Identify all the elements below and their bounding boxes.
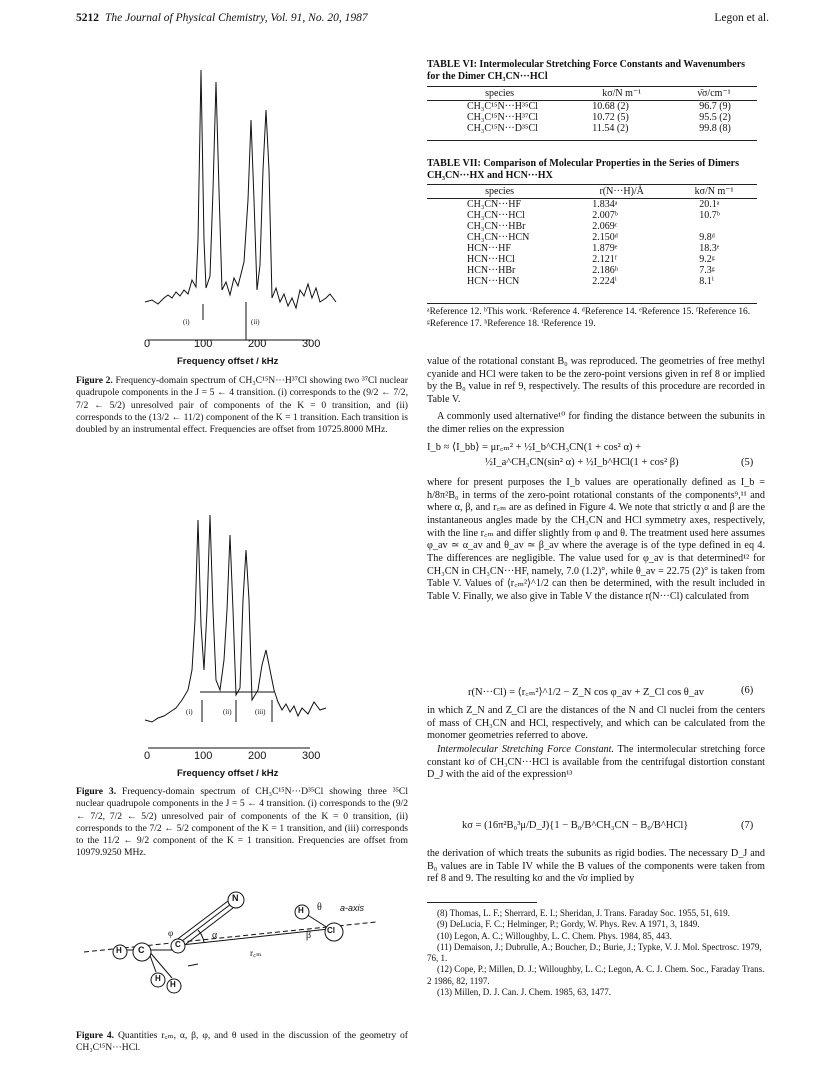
table-cell: 2.069ᶜ — [592, 221, 618, 232]
equation-5-number: (5) — [741, 457, 754, 468]
table-6-header-k: kσ/N m⁻¹ — [572, 87, 671, 101]
table-6 — [427, 87, 757, 134]
body-paragraph-5-text: The intermolecular stretching force constant kσ of CH₃CN···HCl is available from the centrifugal distortion constant D_J with the aid of the expression¹³ — [427, 744, 765, 781]
fig4-label-beta: β — [306, 930, 312, 941]
running-header — [76, 12, 769, 28]
table-cell: HCN···HF — [467, 243, 511, 254]
reference-item: (9) DeLucia, F. C.; Helminger, P.; Gordy, W. Phys. Rev. A 1971, 3, 1849. — [437, 919, 700, 930]
table-cell: 2.007ᵇ — [592, 210, 618, 221]
fig3-tick-300: 300 — [302, 750, 321, 762]
header-left — [76, 12, 368, 24]
table-row — [427, 123, 757, 134]
fig2-tick-200: 200 — [248, 338, 267, 350]
fig2-caption-label: Figure 2. — [76, 375, 113, 386]
table-cell: CH₃CN···HF — [467, 199, 522, 210]
fig2-xlabel: Frequency offset / kHz — [177, 356, 279, 367]
table-cell: 7.3ᵍ — [699, 265, 715, 276]
fig4-rcm-arrow-left — [188, 964, 198, 966]
table-row — [427, 232, 757, 243]
references — [427, 908, 765, 998]
equation-7-number: (7) — [741, 820, 754, 831]
references-divider — [427, 902, 537, 903]
fig2-tick-0: 0 — [144, 338, 151, 350]
table-cell: CH₃CN···HCN — [467, 232, 530, 243]
table-cell: CH₃CN···HBr — [467, 221, 526, 232]
fig3-marker-iii: (iii) — [255, 708, 266, 716]
fig4-atom-H3: H — [170, 980, 176, 989]
body-paragraph-6: the derivation of which treats the subunits as rigid bodies. The necessary D_J and B₀ values are in Table IV while the B values of the components were taken from ref 8 and 9. The resulting kσ and the ν̄σ implied by — [427, 848, 765, 885]
table-6-title: TABLE VI: Intermolecular Stretching Force Constants and Wavenumbers for the Dimer CH₃CN···HCl — [427, 59, 746, 82]
table-cell: 95.5 (2) — [699, 112, 731, 123]
table-cell: HCN···HCl — [467, 254, 515, 265]
fig2-trace — [145, 70, 336, 308]
figure-3-caption — [76, 786, 408, 860]
table-row — [427, 276, 757, 287]
table-7-header-k: kσ/N m⁻¹ — [671, 185, 757, 199]
body-paragraph-1: value of the rotational constant B₀ was reproduced. The geometries of free methyl cyanide and HCl were taken to be the zero-point versions given in ref 8 or implied by the B₀ value in ref 9, respectively. The results of this procedure are recorded in Table V. — [427, 356, 765, 405]
table-cell: 10.72 (5) — [592, 112, 629, 123]
table-6-bottom-rule — [427, 140, 757, 141]
table-row — [427, 199, 757, 211]
fig3-trace — [145, 515, 326, 722]
table-7-header-r: r(N···H)/Å — [572, 185, 671, 199]
table-cell: 8.1ⁱ — [699, 276, 714, 287]
reference-item: (12) Cope, P.; Millen, D. J.; Willoughby, L. C.; Legon, A. C. J. Chem. Soc., Faraday Trans. 2 1986, 82, 1197. — [427, 964, 765, 986]
table-cell: 9.8ᵈ — [699, 232, 715, 243]
equation-5-line-1: I_b ≈ ⟨I_bb⟩ = μr꜀ₘ² + ½I_b^CH₃CN(1 + cos² α) + — [427, 442, 642, 453]
table-row — [427, 210, 757, 221]
table-row — [427, 101, 757, 113]
table-row — [427, 112, 757, 123]
table-cell: HCN···HCN — [467, 276, 520, 287]
table-cell — [671, 221, 757, 232]
fig3-xlabel: Frequency offset / kHz — [177, 768, 279, 779]
table-7 — [427, 185, 757, 287]
fig4-atom-H1: H — [116, 946, 122, 955]
table-cell: 10.68 (2) — [592, 101, 629, 112]
body-paragraph-3: where for present purposes the I_b values are operationally defined as I_b = h/8π²B₀ in terms of the zero-point rotational constants of the components⁹,¹¹ and where α, β, and r꜀ₘ are as defined in Figure 4. We note that strictly α and β are the instantaneous angles made by the CH₃CN and HCl symmetry axes, respectively, with the line r꜀ₘ and differ slightly from φ and θ. The treatment used here assumes φ_av ≃ α_av and θ_av ≃ β_av where the average is of the type defined in eq 4. The differences are negligible. The value used for φ_av is that determined¹² for CH₃CN in CH₃CN···HF, namely, 7.0 (1.2)°, while θ_av = 22.75 (2)° is taken from Table V. Values of ⟨r꜀ₘ²⟩^1/2 can then be determined, with the result included in Table V. Finally, we also give in Table V the distance r(N···Cl) calculated from — [427, 477, 765, 602]
fig3-marker-ii: (ii) — [223, 708, 232, 716]
table-cell: 96.7 (9) — [699, 101, 731, 112]
table-6-header-species: species — [427, 87, 572, 101]
equation-6: r(N···Cl) = ⟨r꜀ₘ²⟩^1/2 − Z_N cos φ_av + Z_Cl cos θ_av — [468, 687, 704, 698]
fig4-label-theta: θ — [317, 902, 322, 913]
fig4-label-phi: φ — [168, 928, 174, 938]
fig3-tick-0: 0 — [144, 750, 151, 762]
fig2-tick-300: 300 — [302, 338, 321, 350]
table-7-bottom-rule — [427, 303, 757, 304]
table-cell: CH₃C¹⁵N···D³⁵Cl — [467, 123, 538, 134]
journal-name: The Journal of Physical Chemistry, Vol. 91, No. 20, 1987 — [105, 12, 368, 24]
table-7-header-species: species — [427, 185, 572, 199]
fig2-marker-ii: (ii) — [251, 318, 260, 326]
fig4-H-Cl-bond — [306, 914, 328, 928]
table-7-title: TABLE VII: Comparison of Molecular Properties in the Series of Dimers CH₃CN···HX and HCN···HX — [427, 158, 740, 181]
fig4-label-axis: a-axis — [340, 903, 365, 913]
table-cell: 2.150ᵈ — [592, 232, 618, 243]
fig4-atom-C1: C — [175, 940, 181, 949]
fig2-tick-100: 100 — [194, 338, 213, 350]
reference-item: (11) Demaison, J.; Dubrulle, A.; Boucher, D.; Burie, J.; Typke, V. J. Mol. Spectrosc. 1979, 76, 1. — [427, 941, 762, 964]
body-paragraph-5 — [427, 744, 765, 782]
equation-7: kσ = (16π²B₀³μ/D_J){1 − B₀/B^CH₃CN − B₀/B^HCl} — [462, 820, 689, 831]
fig4-caption-text: Quantities r꜀ₘ, α, β, φ, and θ used in the discussion of the geometry of CH₃C¹⁵N···HCl. — [76, 1030, 408, 1054]
fig3-tick-200: 200 — [248, 750, 267, 762]
table-cell: 2.186ʰ — [592, 265, 618, 276]
table-row — [427, 87, 757, 101]
fig3-marker-i: (i) — [186, 708, 193, 716]
fig4-atom-Cl: Cl — [327, 926, 335, 935]
fig4-caption-label: Figure 4. — [76, 1030, 115, 1041]
table-cell: 1.879ᵉ — [592, 243, 618, 254]
table-row — [427, 221, 757, 232]
header-authors: Legon et al. — [714, 12, 769, 24]
fig4-atom-N: N — [232, 893, 239, 903]
table-cell: 20.1ᵃ — [699, 199, 720, 210]
table-row — [427, 185, 757, 199]
page-number: 5212 — [76, 12, 99, 24]
figure-4-caption — [76, 1030, 408, 1055]
fig4-rcm-line — [172, 928, 338, 946]
body-paragraph-4: in which Z_N and Z_Cl are the distances of the N and Cl nuclei from the centers of mass of CH₃CN and HCl, respectively, and which can be calculated from the monomer geometries referred to above. — [427, 705, 765, 742]
reference-item: (13) Millen, D. J. Can. J. Chem. 1985, 63, 1477. — [437, 987, 611, 998]
body-paragraph-2: A commonly used alternative¹⁰ for finding the distance between the subunits in the dimer relies on the expression — [427, 411, 765, 435]
fig4-label-rcm: r꜀ₘ — [250, 948, 262, 958]
table-row — [427, 265, 757, 276]
equation-6-number: (6) — [741, 685, 754, 696]
fig4-atom-C2: C — [138, 945, 145, 955]
fig3-caption-text: Frequency-domain spectrum of CH₃C¹⁵N···D³⁵Cl showing three ³⁵Cl nuclear quadrupole components in the J = 5 ← 4 transition. (i) corresponds to the (9/2 ← 7/2, 7/2 ← 5/2) unresolved pair of components of the K = 0 transition, (ii) corresponds to the 7/2 ← 5/2 component of the K = 1 transition, and (iii) corresponds to the 11/2 ← 9/2 component of the K = 1 transition. Frequencies are offset from 10979.9250 MHz. — [76, 786, 408, 859]
table-7-footnotes: ᵃReference 12. ᵇThis work. ᶜReference 4. ᵈReference 14. ᵉReference 15. ᶠReference 16. ᵍReference 17. ʰReference 18. ⁱReference 19. — [427, 307, 751, 329]
fig3-tick-100: 100 — [194, 750, 213, 762]
table-cell: 18.3ᵉ — [699, 243, 720, 254]
fig4-atom-H2: H — [155, 974, 161, 983]
reference-item: (8) Thomas, L. F.; Sherrard, E. I.; Sheridan, J. Trans. Faraday Soc. 1955, 51, 619. — [437, 908, 730, 918]
table-6-header-nu: ν̄σ/cm⁻¹ — [671, 87, 757, 101]
fig2-marker-i: (i) — [183, 318, 190, 326]
table-cell: 2.224ⁱ — [592, 276, 617, 287]
table-cell: CH₃C¹⁵N···H³⁷Cl — [467, 112, 538, 123]
table-cell: 10.7ᵇ — [699, 210, 720, 221]
equation-5-line-2: ½I_a^CH₃CN(sin² α) + ½I_b^HCl(1 + cos² β) — [485, 457, 679, 468]
table-cell: CH₃CN···HCl — [467, 210, 525, 221]
table-cell: 1.834ᵃ — [592, 199, 618, 210]
table-cell: 99.8 (8) — [699, 123, 731, 134]
table-row — [427, 243, 757, 254]
table-cell: 9.2ᵍ — [699, 254, 715, 265]
reference-item: (10) Legon, A. C.; Willoughby, L. C. Chem. Phys. 1984, 85, 443. — [437, 930, 672, 941]
figure-2-caption — [76, 375, 408, 436]
table-cell: CH₃C¹⁵N···H³⁵Cl — [467, 101, 538, 112]
fig2-caption-text: Frequency-domain spectrum of CH₃C¹⁵N···H³⁷Cl showing two ³⁷Cl nuclear quadrupole components in the J = 5 ← 4 transition. (i) corresponds to the (9/2 ← 7/2, 7/2 ← 5/2) unresolved pair of components of the K = 0 transition, and (ii) corresponds to the (13/2 ← 11/2) component of the K = 1 transition. Each transition is doubled by an instrumental effect. Frequencies are offset from 10725.8000 MHz. — [76, 375, 408, 436]
table-row — [427, 254, 757, 265]
section-heading-force-constant: Intermolecular Stretching Force Constant. — [437, 744, 615, 755]
fig4-label-alpha: α — [212, 930, 218, 941]
fig3-caption-label: Figure 3. — [76, 786, 117, 797]
fig4-atom-H4: H — [298, 906, 304, 915]
figure-2-spectrum — [140, 40, 370, 360]
table-cell: 11.54 (2) — [592, 123, 629, 134]
fig4-C-N-bond2 — [182, 908, 233, 947]
table-cell: 2.121ᶠ — [592, 254, 617, 265]
table-cell: HCN···HBr — [467, 265, 516, 276]
